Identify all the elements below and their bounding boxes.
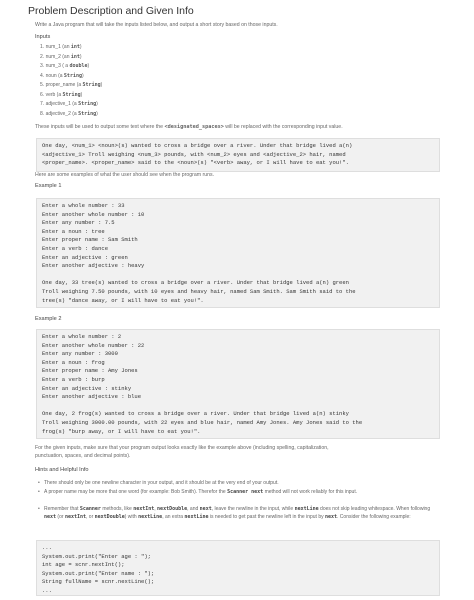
example1-line: Enter proper name : Sam Smith xyxy=(42,236,138,244)
example2-line: Troll weighing 3000.00 pounds, with 22 eyes and blue hair, named Amy Jones. Amy Jones said to the xyxy=(42,418,363,426)
example2-line: Enter another whole number : 22 xyxy=(42,341,145,349)
example2-line: Enter a whole number : 2 xyxy=(42,333,122,340)
example1-line: Enter a noun : tree xyxy=(42,227,105,235)
example2-line: Enter a noun : frog xyxy=(42,358,105,366)
requirements-note-1: For the given inputs, make sure that your program output looks exactly like the example above (including spelling, capitalization, xyxy=(35,445,329,451)
example2-line: Enter any number : 3000 xyxy=(42,350,118,358)
template-code-block xyxy=(36,138,440,172)
template-line: <adjective_1> Troll weighing <num_3> pounds, with <num_2> eyes and <adjective_2> hair, named xyxy=(42,150,346,158)
input-list-item: 2. num_2 (an int) xyxy=(40,53,82,60)
hint-item: • A proper name may be more that one word (for example: Bob Smith). Therefor the Scanner next method will not work reliably for this input. xyxy=(44,489,439,497)
intro-text: Write a Java program that will take the inputs listed below, and output a short story based on those inputs. xyxy=(35,22,278,28)
example1-line: Enter a whole number : 33 xyxy=(42,202,125,209)
input-list-item: 4. noun (a String) xyxy=(40,72,84,79)
example1-line: One day, 33 tree(s) wanted to cross a bridge over a river. Under that bridge lived a(n) green xyxy=(42,279,349,287)
code-line: System.out.print("Enter name : "); xyxy=(42,569,155,577)
example1-line: Troll weighing 7.50 pounds, with 10 eyes and heavy hair, named Sam Smith. Sam Smith said to the xyxy=(42,287,356,295)
example1-line: Enter a verb : dance xyxy=(42,244,109,252)
example1-line: Enter any number : 7.5 xyxy=(42,219,115,227)
hint-item: • Remember that Scanner methods, like nextInt, nextDouble, and next, leave the newline in the input, while nextLine does not skip leading whitespace. When following next (or nextInt, or nextDouble) with nextLine, an extra nextLine is needed to get past the newline left in the input by next. Consider the following example: xyxy=(44,506,439,521)
example2-line: Enter another adjective : blue xyxy=(42,393,142,401)
input-list-item: 8. adjective_2 (a String) xyxy=(40,110,98,117)
template-line: <proper_name>. <proper_name> said to the <noun>(s) "<verb> away, or I will have to eat you!". xyxy=(42,159,349,167)
inputs-heading: Inputs xyxy=(35,34,51,40)
code-line: ... xyxy=(42,586,52,594)
hint-item: • There should only be one newline character in your output, and it should be at the very end of your output. xyxy=(44,480,439,488)
example2-code-block xyxy=(36,329,440,439)
example1-line xyxy=(42,271,434,280)
example2-line: frog(s) "burp away, or I will have to eat you!". xyxy=(42,427,201,435)
hints-heading: Hints and Helpful Info xyxy=(35,467,89,473)
example1-line: Enter another whole number : 10 xyxy=(42,210,145,218)
example2-line xyxy=(42,402,434,411)
inputs-note: These inputs will be used to output some text where the <designated_spaces> will be replaced with the corresponding input value. xyxy=(35,124,343,130)
example1-line: Enter another adjective : heavy xyxy=(42,262,145,270)
examples-intro: Here are some examples of what the user should see when the program runs. xyxy=(35,172,215,178)
code-line: System.out.print("Enter age : "); xyxy=(42,552,151,560)
java-code-example-block xyxy=(36,540,440,596)
example1-heading: Example 1 xyxy=(35,183,62,189)
example1-line: Enter an adjective : green xyxy=(42,253,128,261)
example2-heading: Example 2 xyxy=(35,316,62,322)
input-list-item: 3. num_3 ( a double) xyxy=(40,63,90,69)
template-line: One day, <num_1> <noun>(s) wanted to cross a bridge over a river. Under that bridge lived a(n) xyxy=(42,142,353,149)
input-list-item: 6. verb (a String) xyxy=(40,91,83,98)
example2-line: Enter proper name : Amy Jones xyxy=(42,367,138,375)
example1-code-block xyxy=(36,198,440,308)
code-line: String fullName = scnr.nextLine(); xyxy=(42,578,155,586)
input-list-item: 7. adjective_1 (a String) xyxy=(40,101,98,107)
example2-line: Enter an adjective : stinky xyxy=(42,384,132,392)
code-line: int age = scnr.nextInt(); xyxy=(42,561,125,569)
requirements-note-2: punctuation, spaces, and decimal points). xyxy=(35,453,131,459)
input-list-item: 5. proper_name (a String) xyxy=(40,82,103,88)
example2-line: One day, 2 frog(s) wanted to cross a bridge over a river. Under that bridge lived a(n) stinky xyxy=(42,410,349,418)
example2-line: Enter a verb : burp xyxy=(42,375,105,383)
input-list-item: 1. num_1 (an int) xyxy=(40,44,82,50)
page-title: Problem Description and Given Info xyxy=(28,5,194,17)
code-line: ... xyxy=(42,544,52,551)
example1-line: tree(s) "dance away, or I will have to eat you!". xyxy=(42,296,204,304)
